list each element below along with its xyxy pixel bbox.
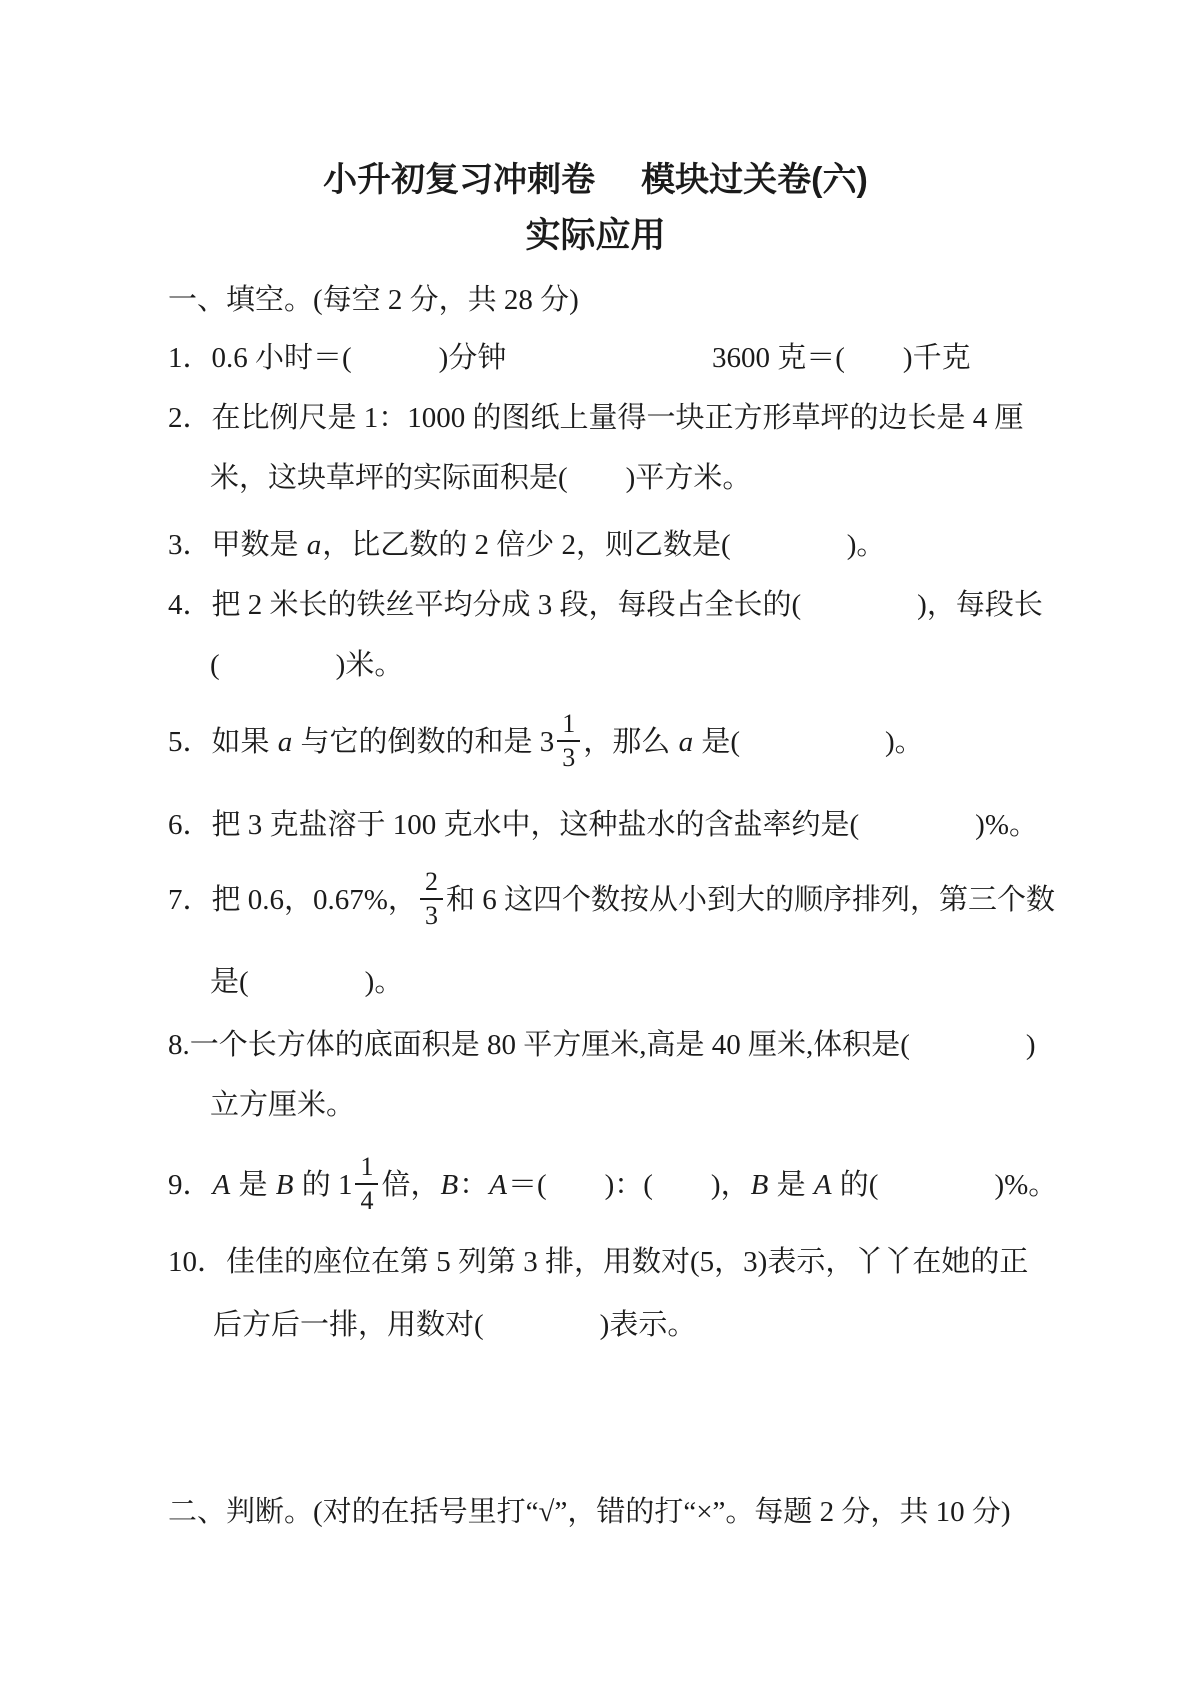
question-9 <box>168 1152 1058 1218</box>
fraction-numerator: 2 <box>420 868 443 900</box>
question-4-text-1: 把 2 米长的铁丝平均分成 3 段，每段占全长的( )，每段长 <box>211 589 1043 621</box>
fraction-denominator: 4 <box>360 1186 374 1216</box>
variable-a: a <box>306 529 322 561</box>
question-5-text-post2: 是( )。 <box>694 726 924 758</box>
question-6-text: 把 3 克盐溶于 100 克水中，这种盐水的含盐率约是( )%。 <box>211 809 1038 841</box>
question-9-number: 9． <box>168 1169 212 1201</box>
question-9-text-6: 是 <box>769 1169 813 1201</box>
question-9-text-4: ： <box>459 1169 489 1201</box>
variable-A: A <box>813 1169 832 1201</box>
section-1-heading: 一、填空。(每空 2 分，共 28 分) <box>168 284 579 316</box>
question-9-text-7: 的( )%。 <box>832 1169 1058 1201</box>
question-7-line-1 <box>168 867 1055 933</box>
question-8-text-1: 一个长方体的底面积是 80 平方厘米,高是 40 厘米,体积是( ) <box>189 1029 1036 1061</box>
question-1-number: 1． <box>168 342 212 374</box>
fraction-one-third <box>557 710 580 772</box>
question-5-number: 5． <box>168 726 212 758</box>
question-3-number: 3． <box>168 529 212 561</box>
question-2-text-1: 在比例尺是 1：1000 的图纸上量得一块正方形草坪的边长是 4 厘 <box>211 402 1024 434</box>
fraction-denominator: 3 <box>562 743 576 773</box>
fraction-numerator: 1 <box>355 1153 378 1185</box>
question-10-line-2: 后方后一排，用数对( )表示。 <box>213 1309 697 1341</box>
question-5-text-post1: ，那么 <box>583 726 678 758</box>
question-10-line-1 <box>168 1232 1028 1292</box>
question-2-line-1 <box>168 388 1024 448</box>
question-5 <box>168 709 924 775</box>
question-6-number: 6． <box>168 809 212 841</box>
variable-a: a <box>277 726 293 758</box>
question-8-line-1 <box>168 1015 1036 1075</box>
question-7-line-2: 是( )。 <box>210 966 404 998</box>
question-10-text-1: 佳佳的座位在第 5 列第 3 排，用数对(5，3)表示，丫丫在她的正 <box>226 1246 1029 1278</box>
fraction-denominator: 3 <box>424 901 438 931</box>
question-2-number: 2． <box>168 402 212 434</box>
question-7-text-pre: 把 0.6，0.67%， <box>211 884 417 916</box>
question-9-text-1: 是 <box>231 1169 275 1201</box>
question-5-text-pre: 如果 <box>211 726 277 758</box>
fraction-two-thirds <box>420 868 443 930</box>
question-3 <box>168 515 885 575</box>
question-8-number: 8. <box>168 1029 190 1061</box>
question-4-line-2: ( )米。 <box>210 649 404 681</box>
question-7-text-post: 和 6 这四个数按从小到大的顺序排列，第三个数 <box>445 884 1055 916</box>
variable-A: A <box>489 1169 507 1201</box>
question-10-number: 10． <box>168 1246 227 1278</box>
question-4-line-1 <box>168 575 1043 635</box>
question-9-text-3: 倍， <box>381 1169 440 1201</box>
question-1 <box>168 328 971 388</box>
question-8-line-2: 立方厘米。 <box>210 1089 356 1121</box>
question-3-text-post: ，比乙数的 2 倍少 2，则乙数是( )。 <box>322 529 886 561</box>
variable-B: B <box>275 1169 294 1201</box>
fraction-numerator: 1 <box>557 710 580 742</box>
question-9-text-2: 的 1 <box>294 1169 353 1201</box>
section-2-heading: 二、判断。(对的在括号里打“√”，错的打“×”。每题 2 分，共 10 分) <box>168 1496 1011 1528</box>
question-6 <box>168 795 1038 855</box>
question-9-text-5: ＝( )：( )， <box>507 1169 750 1201</box>
variable-a: a <box>678 726 694 758</box>
question-7-number: 7． <box>168 884 212 916</box>
variable-B: B <box>440 1169 459 1201</box>
page-title-left: 小升初复习冲刺卷 <box>323 161 596 199</box>
question-5-text-mid: 与它的倒数的和是 3 <box>293 726 555 758</box>
variable-B: B <box>750 1169 769 1201</box>
question-4-number: 4． <box>168 589 212 621</box>
page-subtitle: 实际应用 <box>525 216 666 255</box>
question-2-line-2: 米，这块草坪的实际面积是( )平方米。 <box>210 462 752 494</box>
fraction-one-quarter <box>355 1153 378 1215</box>
page-title <box>0 157 1191 203</box>
question-1-part-a: 0.6 小时＝( )分钟 <box>211 342 507 374</box>
question-3-text-pre: 甲数是 <box>211 529 306 561</box>
question-1-part-b: 3600 克＝( )千克 <box>712 342 971 374</box>
variable-A: A <box>212 1169 231 1201</box>
page-title-right: 模块过关卷(六) <box>641 161 868 199</box>
